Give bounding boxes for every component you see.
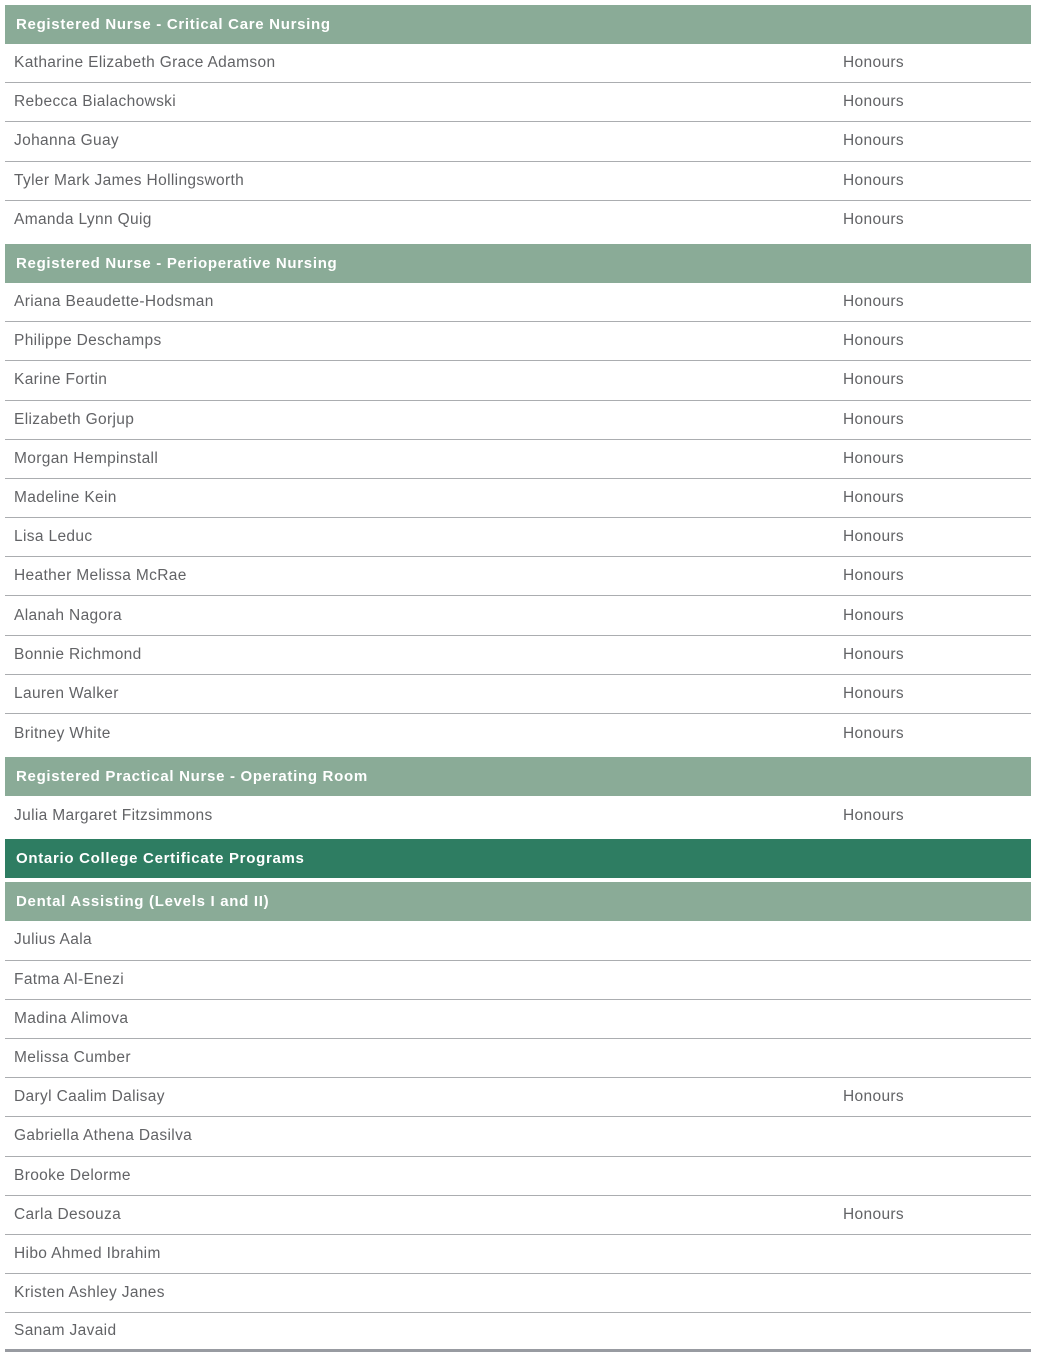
graduate-name: Sanam Javaid	[14, 1322, 117, 1340]
graduate-name: Julia Margaret Fitzsimmons	[14, 806, 213, 824]
graduate-row	[5, 596, 1031, 635]
graduate-row	[5, 961, 1031, 1000]
program-section	[5, 757, 1031, 835]
graduate-name: Katharine Elizabeth Grace Adamson	[14, 54, 276, 72]
graduate-row	[5, 1313, 1031, 1352]
graduate-rows	[5, 796, 1031, 835]
honours-label: Honours	[843, 54, 905, 72]
graduate-row	[5, 1196, 1031, 1235]
graduate-name: Rebecca Bialachowski	[14, 93, 177, 111]
graduate-name: Karine Fortin	[14, 371, 108, 389]
graduate-name: Lauren Walker	[14, 684, 119, 702]
graduate-name: Kristen Ashley Janes	[14, 1284, 165, 1302]
graduate-name: Brooke Delorme	[14, 1166, 131, 1184]
graduate-name: Johanna Guay	[14, 132, 120, 150]
graduate-name: Ariana Beaudette-Hodsman	[14, 293, 214, 311]
program-header: Registered Nurse - Critical Care Nursing	[5, 5, 1031, 44]
graduate-row	[5, 1000, 1031, 1039]
graduate-row	[5, 675, 1031, 714]
graduate-row	[5, 1157, 1031, 1196]
category-section	[5, 839, 1031, 878]
honours-label: Honours	[843, 449, 905, 467]
graduate-row	[5, 83, 1031, 122]
honours-label: Honours	[843, 645, 905, 663]
honours-label: Honours	[843, 332, 905, 350]
graduate-rows	[5, 283, 1031, 753]
graduate-name: Britney White	[14, 724, 111, 742]
graduate-row	[5, 921, 1031, 960]
honours-label: Honours	[843, 567, 905, 585]
honours-label: Honours	[843, 488, 905, 506]
graduate-row	[5, 401, 1031, 440]
graduate-row	[5, 201, 1031, 240]
graduate-row	[5, 1274, 1031, 1313]
honours-label: Honours	[843, 132, 905, 150]
graduate-name: Philippe Deschamps	[14, 332, 162, 350]
graduate-row	[5, 636, 1031, 675]
honours-label: Honours	[843, 1205, 905, 1223]
graduate-row	[5, 322, 1031, 361]
graduate-name: Melissa Cumber	[14, 1049, 131, 1067]
graduate-row	[5, 1235, 1031, 1274]
graduate-name: Bonnie Richmond	[14, 645, 142, 663]
graduate-row	[5, 162, 1031, 201]
graduate-row	[5, 1078, 1031, 1117]
honours-label: Honours	[843, 171, 905, 189]
graduate-row	[5, 714, 1031, 753]
graduate-name: Morgan Hempinstall	[14, 449, 159, 467]
graduate-name: Amanda Lynn Quig	[14, 211, 152, 229]
honours-label: Honours	[843, 606, 905, 624]
graduate-row	[5, 122, 1031, 161]
graduate-row	[5, 557, 1031, 596]
graduate-row	[5, 479, 1031, 518]
honours-label: Honours	[843, 371, 905, 389]
graduate-row	[5, 361, 1031, 400]
program-section	[5, 244, 1031, 753]
graduate-row	[5, 796, 1031, 835]
program-section	[5, 882, 1031, 1352]
graduate-rows	[5, 921, 1031, 1352]
graduate-row	[5, 44, 1031, 83]
program-section	[5, 5, 1031, 240]
honours-label: Honours	[843, 528, 905, 546]
graduate-row	[5, 440, 1031, 479]
graduate-name: Fatma Al-Enezi	[14, 970, 124, 988]
honours-label: Honours	[843, 684, 905, 702]
graduate-row	[5, 1039, 1031, 1078]
category-header: Ontario College Certificate Programs	[5, 839, 1031, 878]
graduate-name: Daryl Caalim Dalisay	[14, 1088, 165, 1106]
program-header: Registered Nurse - Perioperative Nursing	[5, 244, 1031, 283]
program-header: Registered Practical Nurse - Operating Room	[5, 757, 1031, 796]
graduate-name: Elizabeth Gorjup	[14, 410, 135, 428]
honours-label: Honours	[843, 211, 905, 229]
graduate-row	[5, 283, 1031, 322]
graduate-name: Madeline Kein	[14, 488, 117, 506]
graduate-name: Hibo Ahmed Ibrahim	[14, 1244, 161, 1262]
graduate-name: Carla Desouza	[14, 1205, 122, 1223]
graduate-list	[5, 5, 1031, 1352]
honours-label: Honours	[843, 293, 905, 311]
graduate-name: Julius Aala	[14, 931, 92, 949]
graduate-name: Tyler Mark James Hollingsworth	[14, 171, 245, 189]
graduate-row	[5, 518, 1031, 557]
graduate-name: Lisa Leduc	[14, 528, 93, 546]
graduate-name: Madina Alimova	[14, 1009, 129, 1027]
honours-label: Honours	[843, 1088, 905, 1106]
graduate-row	[5, 1117, 1031, 1156]
honours-label: Honours	[843, 410, 905, 428]
honours-label: Honours	[843, 93, 905, 111]
honours-label: Honours	[843, 806, 905, 824]
graduate-rows	[5, 44, 1031, 240]
graduate-name: Gabriella Athena Dasilva	[14, 1127, 193, 1145]
honours-label: Honours	[843, 724, 905, 742]
graduate-name: Alanah Nagora	[14, 606, 122, 624]
program-header: Dental Assisting (Levels I and II)	[5, 882, 1031, 921]
graduate-name: Heather Melissa McRae	[14, 567, 187, 585]
